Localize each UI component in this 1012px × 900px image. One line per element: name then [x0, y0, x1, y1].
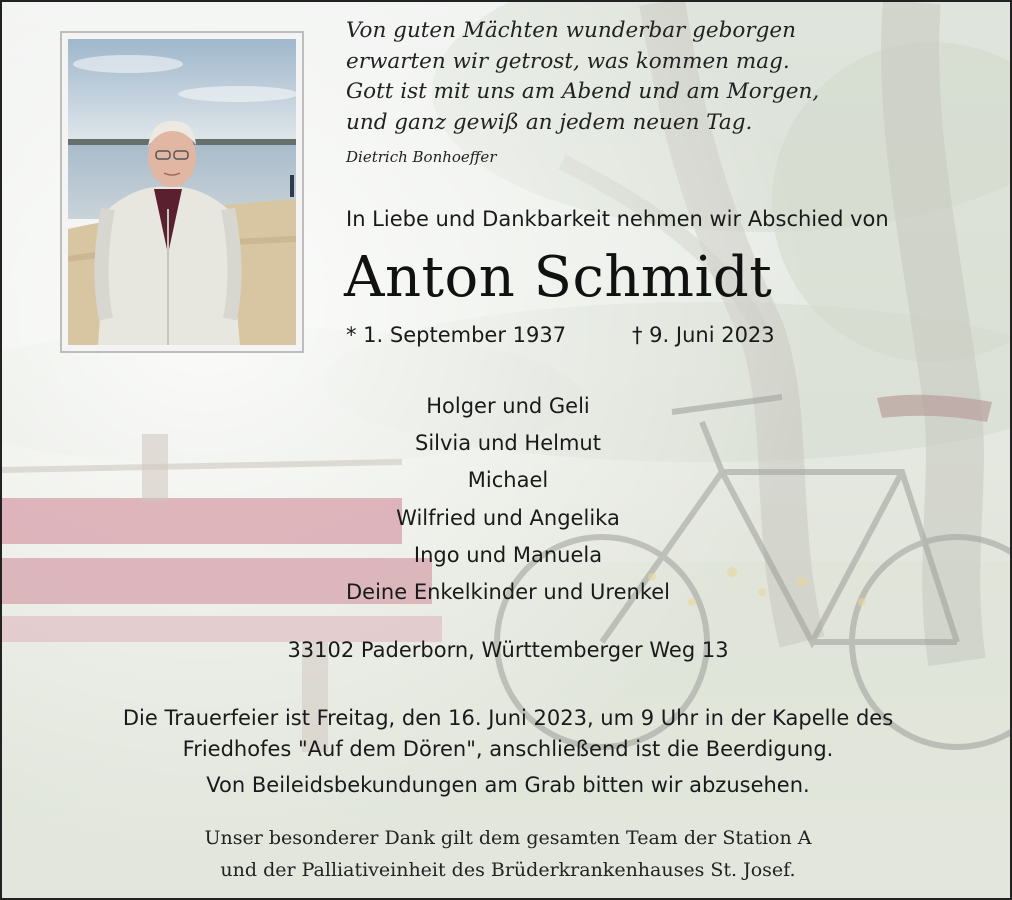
funeral-info-line: Friedhofes "Auf dem Dören", anschließend ist die Beerdigung. [182, 737, 834, 761]
quote-line: Von guten Mächten wunderbar geborgen [346, 18, 796, 43]
mourner-entry: Holger und Geli [426, 394, 590, 418]
thanks-line: Unser besonderer Dank gilt dem gesamten Team der Station A [204, 827, 812, 849]
funeral-info-line: Die Trauerfeier ist Freitag, den 16. Juni 2023, um 9 Uhr in der Kapelle des [122, 706, 894, 730]
mourner-entry: Deine Enkelkinder und Urenkel [345, 580, 670, 605]
death-date: † 9. Juni 2023 [632, 323, 775, 347]
mourner-entry: Michael [467, 468, 549, 493]
portrait-photo [68, 39, 296, 345]
bonhoeffer-quote [346, 16, 866, 138]
quote-line: und ganz gewiß an jedem neuen Tag. [346, 109, 753, 135]
farewell-intro: In Liebe und Dankbarkeit nehmen wir Abschied von [346, 207, 889, 231]
quote-author: Dietrich Bonhoeffer [346, 148, 497, 166]
mourner-entry: Wilfried und Angelika [396, 505, 620, 530]
deceased-name: Anton Schmidt [344, 245, 773, 310]
mourner-entry: Ingo und Manuela [413, 542, 603, 567]
mourners-list [202, 388, 814, 611]
mourner-entry: Silvia und Helmut [415, 431, 601, 456]
family-address: 33102 Paderborn, Württemberger Weg 13 [287, 638, 729, 662]
quote-line: Gott ist mit uns am Abend und am Morgen, [346, 79, 820, 104]
thanks-line: und der Palliativeinheit des Brüderkrankenhauses St. Josef. [220, 859, 796, 881]
condolence-note: Von Beileidsbekundungen am Grab bitten wir abzusehen. [206, 773, 810, 797]
quote-line: erwarten wir getrost, was kommen mag. [346, 48, 790, 74]
birth-date: * 1. September 1937 [346, 323, 567, 347]
thanks-note [2, 822, 1012, 886]
funeral-info [42, 703, 974, 765]
portrait-photo-frame [60, 31, 304, 353]
